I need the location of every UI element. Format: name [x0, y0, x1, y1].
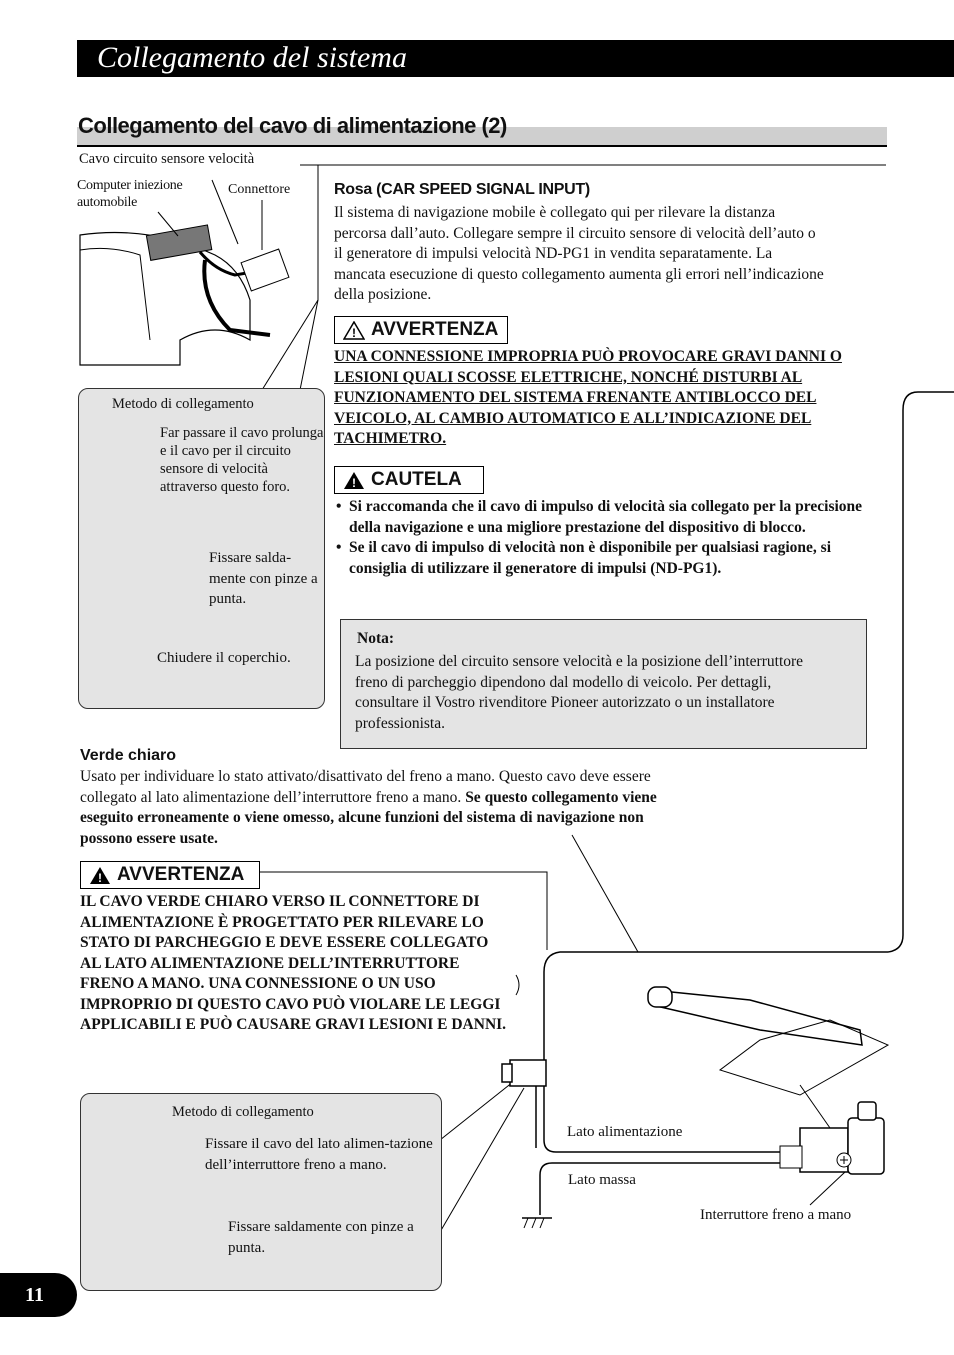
warning1-text: UNA CONNESSIONE IMPROPRIA PUÒ PROVOCARE GRAVI DANNI O LESIONI QUALI SCOSSE ELETTRICHE, NONCHÉ DISTURBI AL FUNZIONAMENTO DEL SISTEMA FRENANTE ANTIBLOCCO DEL VEICOLO, AL CAMBIO AUTOMATICO E ALL’INDICAZIONE DEL TACHIMETRO. [334, 348, 842, 447]
green-body [80, 767, 680, 849]
nota-box [340, 619, 867, 749]
svg-text:!: ! [98, 871, 102, 885]
nota-title: Nota: [357, 630, 395, 647]
label-computer-line2: automobile [77, 195, 137, 210]
caution-label: CAUTELA [371, 469, 462, 490]
warning-triangle-icon [89, 866, 111, 885]
green-body-bold: Se questo collegamento viene eseguito erroneamente o viene omesso, alcune funzioni del sistema di navigazione non possono essere usate. [80, 788, 657, 847]
caution-list [336, 497, 876, 579]
caution-triangle-icon [343, 471, 365, 490]
label-power-side: Lato alimentazione [567, 1124, 683, 1140]
caution-box [334, 466, 484, 494]
chapter-title: Collegamento del sistema [97, 41, 407, 74]
label-connector: Connettore [228, 182, 291, 197]
label-brake-switch: Interruttore freno a mano [700, 1207, 852, 1223]
method2-step1: Fissare il cavo del lato alimen-tazione dell’interruttore freno a mano. [205, 1136, 433, 1173]
green-heading: Verde chiaro [80, 747, 177, 764]
caution-item: • Si raccomanda che il cavo di impulso di velocità sia collegato per la precisione della navigazione e una migliore prestazione del dispositivo di blocco. [336, 497, 876, 538]
warning2-text: IL CAVO VERDE CHIARO VERSO IL CONNETTORE DI ALIMENTAZIONE È PROGETTATO PER RILEVARE LO STATO DI PARCHEGGIO E DEVE ESSERE COLLEGATO AL LATO ALIMENTAZIONE DELL’INTERRUTTORE FRENO A MANO. UNA CONNESSIONE O UN USO IMPROPRIO DI QUESTO CAVO PUÒ VIOLARE LE LEGGI APPLICABILI E PUÒ CAUSARE GRAVI LESIONI E DANNI. [80, 893, 507, 1033]
method1-step1: Far passare il cavo prolunga e il cavo per il circuito sensore di velocità attraverso questo foro. [160, 425, 324, 495]
method1-step3: Chiudere il coperchio. [157, 650, 291, 666]
svg-text:!: ! [352, 476, 356, 490]
label-computer [77, 177, 182, 211]
pink-heading: Rosa (CAR SPEED SIGNAL INPUT) [334, 181, 590, 198]
warning2-box [80, 861, 260, 889]
method2-step2: Fissare saldamente con pinze a punta. [228, 1219, 414, 1256]
method1-step2: Fissare salda-mente con pinze a punta. [209, 550, 318, 607]
warning1-box [334, 316, 508, 344]
method1-title: Metodo di collegamento [112, 396, 254, 412]
svg-text:!: ! [352, 326, 356, 340]
pink-body: Il sistema di navigazione mobile è collegato qui per rilevare la distanza percorsa dall’auto. Collegare sempre il circuito sensore di velocità dell’auto o il generatore di impulsi velocità ND-PG1 in vendita separatamente. La mancata esecuzione di questo collegamento aumenta gli errori nell’indicazione della posizione. [334, 204, 824, 303]
nota-text: La posizione del circuito sensore velocità e la posizione dell’interruttore freno di parcheggio dipendono dal modello di veicolo. Per dettagli, consultare il Vostro rivenditore Pioneer autorizzato o un installatore professionista. [355, 653, 804, 732]
caution-item: • Se il cavo di impulso di velocità non è disponibile per qualsiasi ragione, si consiglia di utilizzare il generatore di impulsi (ND-PG1). [336, 538, 876, 579]
warning-triangle-icon [343, 321, 365, 340]
label-sensor-circuit: Cavo circuito sensore velocità [79, 151, 255, 167]
warning2-label: AVVERTENZA [117, 864, 245, 885]
label-computer-line1: Computer iniezione [77, 178, 183, 193]
method2-title: Metodo di collegamento [172, 1104, 314, 1120]
page-number: 11 [0, 1273, 77, 1317]
green-body-text: Usato per individuare lo stato attivato/disattivato del freno a mano. Questo cavo deve essere collegato al lato alimentazione dell’interruttore freno a mano. [80, 768, 651, 806]
label-ground-side: Lato massa [568, 1172, 636, 1188]
method2-panel [80, 1093, 442, 1291]
section-title: Collegamento del cavo di alimentazione (2) [78, 113, 507, 138]
warning1-label: AVVERTENZA [371, 319, 499, 340]
